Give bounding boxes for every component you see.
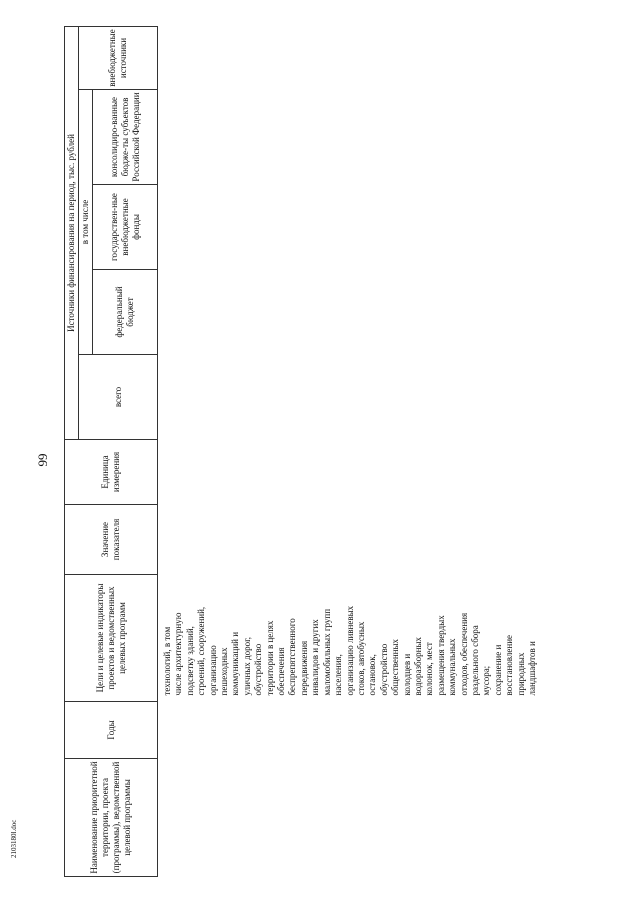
rotated-table-container <box>64 27 578 877</box>
page-number: 99 <box>35 453 50 467</box>
header-sources: Источники финансирования на период, тыс. рублей <box>65 27 79 440</box>
cell-empty <box>158 27 561 575</box>
financing-table <box>64 26 560 877</box>
header-including: в том числе <box>79 90 93 355</box>
header-years: Годы <box>65 702 158 759</box>
header-federal: федеральный бюджет <box>93 270 158 355</box>
header-value: Значение показателя <box>65 505 158 575</box>
cell-years <box>158 702 561 759</box>
header-total: всего <box>79 355 158 440</box>
header-extra: внебюджетные источники <box>79 27 158 90</box>
header-regional: консолидиро-ванные бюдже-ты субъектов Российской Федерации <box>93 90 158 185</box>
header-name: Наименование приоритетной территории, проекта (программы), ведомственной целевой программы <box>65 759 158 877</box>
header-goals: Цели и целевые индикаторы проектов и ведомственных целевых программ <box>65 575 158 702</box>
goals-text: технологий, в том числе архитектурную подсветку зданий, строений, сооружений, организацию пешеходных коммуникаций и уличных дорог, обустройство территории в целях обеспечения беспрепятственного передвижения инвалидов и других маломобильных групп населения, организацию ливневых стоков, автобусных остановок, обустройство общественных колодцев и водоразборных колонок, мест размещения твердых коммунальных отходов, обеспечения раздельного сбора мусора; сохранение и восстановление природных ландшафтов и <box>162 605 537 696</box>
header-state-funds: государствен-ные внебюджетные фонды <box>93 185 158 270</box>
cell-goals <box>158 575 561 702</box>
cell-name <box>158 759 561 877</box>
footer-filename: 2103180l.doc <box>10 819 18 858</box>
header-unit: Единица измерения <box>65 440 158 505</box>
